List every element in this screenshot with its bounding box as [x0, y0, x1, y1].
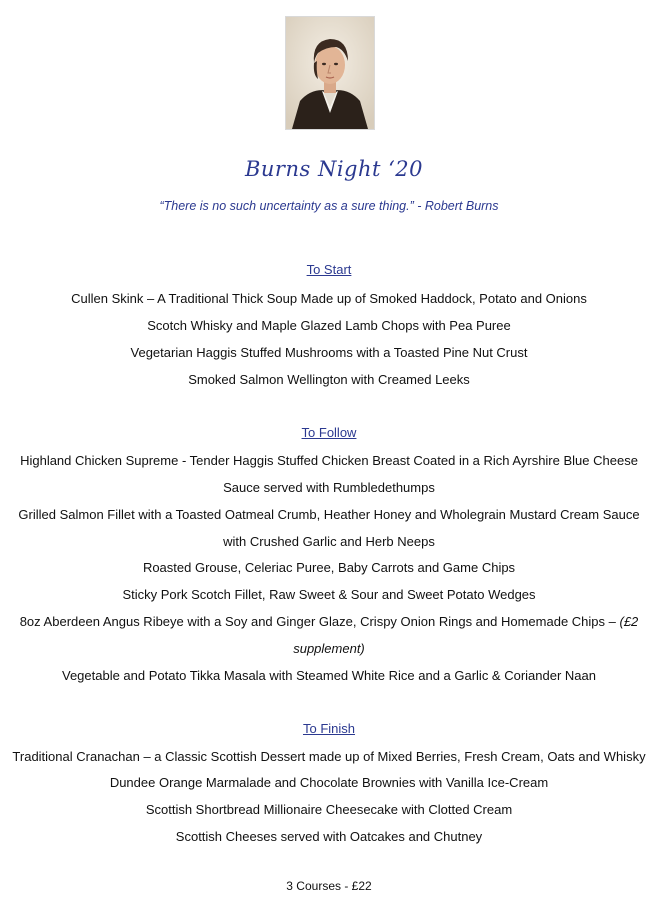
section-heading-start: To Start [306, 262, 352, 277]
menu-price: 3 Courses - £22 [286, 879, 372, 893]
menu-item: Grilled Salmon Fillet with a Toasted Oatmeal Crumb, Heather Honey and Wholegrain Mustard Cream Sauce [18, 507, 640, 522]
menu-item: Cullen Skink – A Traditional Thick Soup Made up of Smoked Haddock, Potato and Onions [71, 291, 587, 306]
menu-item-continued: with Crushed Garlic and Herb Neeps [223, 534, 435, 549]
menu-item: Scottish Cheeses served with Oatcakes and Chutney [175, 829, 483, 844]
menu-title: Burns Night ‘20 [244, 157, 424, 181]
menu-item [0, 614, 658, 629]
menu-item-continued [0, 641, 658, 656]
supplement-note: (£2 [619, 614, 639, 629]
supplement-note-continued: supplement) [293, 641, 365, 656]
menu-item: Traditional Cranachan – a Classic Scottish Dessert made up of Mixed Berries, Fresh Cream, Oats and Whisky [12, 749, 646, 764]
menu-item-text: 8oz Aberdeen Angus Ribeye with a Soy and Ginger Glaze, Crispy Onion Rings and Homemade Chips – [19, 614, 620, 629]
robert-burns-portrait [285, 16, 375, 130]
menu-item: Highland Chicken Supreme - Tender Haggis Stuffed Chicken Breast Coated in a Rich Ayrshire Blue Cheese [20, 453, 638, 468]
menu-item: Vegetarian Haggis Stuffed Mushrooms with a Toasted Pine Nut Crust [130, 345, 528, 360]
menu-item: Scottish Shortbread Millionaire Cheesecake with Clotted Cream [145, 802, 513, 817]
section-heading-finish: To Finish [302, 721, 356, 736]
menu-item: Dundee Orange Marmalade and Chocolate Brownies with Vanilla Ice-Cream [109, 775, 549, 790]
portrait-illustration [286, 17, 374, 129]
menu-quote: “There is no such uncertainty as a sure thing.” - Robert Burns [159, 199, 499, 213]
section-heading-follow: To Follow [301, 425, 357, 440]
menu-item-continued: Sauce served with Rumbledethumps [223, 480, 435, 495]
menu-item: Vegetable and Potato Tikka Masala with Steamed White Rice and a Garlic & Coriander Naan [61, 668, 596, 683]
menu-item: Smoked Salmon Wellington with Creamed Leeks [188, 372, 470, 387]
menu-item: Sticky Pork Scotch Fillet, Raw Sweet & Sour and Sweet Potato Wedges [122, 587, 536, 602]
menu-item: Roasted Grouse, Celeriac Puree, Baby Carrots and Game Chips [142, 560, 516, 575]
menu-item: Scotch Whisky and Maple Glazed Lamb Chops with Pea Puree [147, 318, 511, 333]
